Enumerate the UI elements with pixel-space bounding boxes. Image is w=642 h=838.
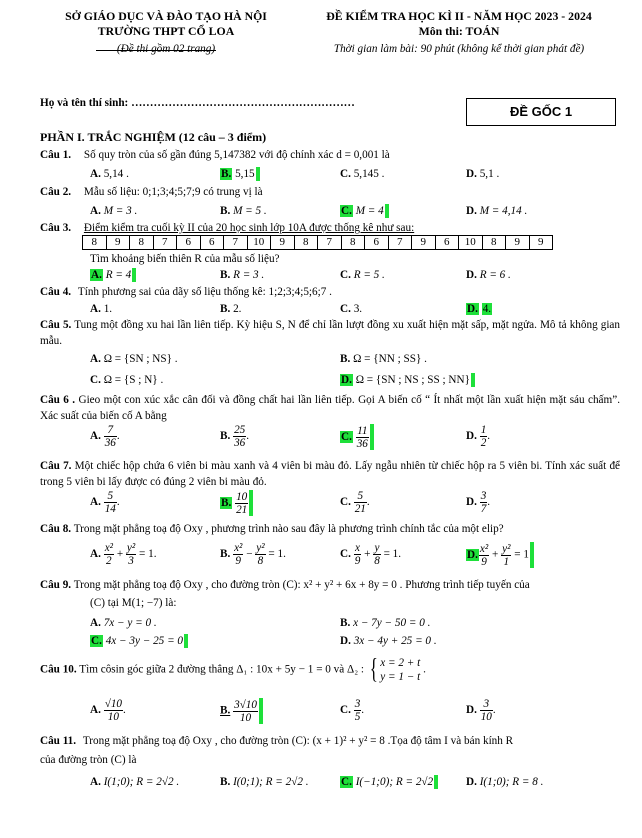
q7-option-b[interactable]: B. $\frac{10}{21}$ bbox=[220, 490, 253, 516]
q10-text: Tìm côsin góc giữa 2 đường thẳng Δ₁ : 10x + 5y − 1 = 0 và Δ₂ : bbox=[79, 663, 365, 676]
q11-label: Câu 11. bbox=[40, 735, 77, 747]
q3-text: Điểm kiểm tra cuối kỳ II của 20 học sinh lớp 10A được thống kê như sau: bbox=[83, 222, 415, 234]
score-cell: 9 bbox=[529, 236, 553, 250]
student-name-line: Họ và tên thí sinh: …………………………………………………… bbox=[40, 97, 355, 109]
score-cell: 10 bbox=[247, 236, 271, 250]
q1-option-d[interactable]: D. 5,1 . bbox=[466, 168, 500, 180]
question-9 bbox=[40, 578, 530, 592]
q2-option-d[interactable]: D. M = 4,14 . bbox=[466, 205, 528, 217]
score-cell: 8 bbox=[83, 236, 107, 250]
q6-label: Câu 6 . bbox=[40, 394, 76, 406]
score-cell: 6 bbox=[365, 236, 389, 250]
q1-label: Câu 1. bbox=[40, 149, 72, 161]
score-cell: 6 bbox=[177, 236, 201, 250]
q7-text: Một chiếc hộp chứa 6 viên bi màu xanh và 4 viên bi màu đỏ. Lấy ngẫu nhiên từ chiếc hộp ra 5 viên bi. Tính xác suất để trong 5 viên bi lấy được có đúng 2 viên bi màu đỏ. bbox=[40, 460, 621, 488]
q11-option-b[interactable]: B. I(0;1); R = 2√2 . bbox=[220, 776, 309, 788]
q7-option-d[interactable]: D. $\frac{3}{7}$ . bbox=[466, 490, 491, 515]
q8-option-c[interactable]: C. $\frac{x}{9}$ + $\frac{y}{8}$ = 1. bbox=[340, 542, 402, 567]
q10-option-b[interactable]: B. $\frac{3√10}{10}$ bbox=[220, 698, 263, 724]
q8-option-d[interactable]: D. $\frac{\text{x²}}{9}$ + $\frac{\text{y²}}{1}$ = 1 bbox=[466, 542, 534, 568]
q3-label: Câu 3. bbox=[40, 222, 72, 234]
question-6 bbox=[40, 392, 620, 424]
q7-option-c[interactable]: C. $\frac{5}{21}$ . bbox=[340, 490, 370, 515]
q4-option-d[interactable]: D. 4. bbox=[467, 303, 492, 315]
q9-text: Trong mặt phẳng toạ độ Oxy , cho đường tròn (C): x² + y² + 6x + 8y = 0 . Phương trình tiếp tuyến của bbox=[73, 579, 530, 591]
header-underline bbox=[96, 50, 216, 51]
score-cell: 9 bbox=[271, 236, 295, 250]
score-cell: 6 bbox=[435, 236, 459, 250]
q5-label: Câu 5. bbox=[40, 319, 72, 331]
q2-option-c[interactable]: C. M = 4 bbox=[340, 204, 389, 218]
q6-option-d[interactable]: D. $\frac{1}{2}$ . bbox=[466, 424, 491, 449]
q11-option-c[interactable]: C. I(−1;0); R = 2√2 bbox=[340, 775, 438, 789]
q3-option-d[interactable]: D. R = 6 . bbox=[466, 269, 511, 281]
q9-text2: (C) tại M(1; −7) là: bbox=[90, 597, 177, 609]
score-cell: 9 bbox=[106, 236, 130, 250]
q9-option-a[interactable]: A. 7x − y = 0 . bbox=[90, 617, 157, 629]
q2-option-a[interactable]: A. M = 3 . bbox=[90, 205, 138, 217]
score-cell: 8 bbox=[482, 236, 506, 250]
score-cell: 8 bbox=[294, 236, 318, 250]
q2-option-b[interactable]: B. M = 5 . bbox=[220, 205, 267, 217]
part1-title: PHẦN I. TRẮC NGHIỆM (12 câu – 3 điểm) bbox=[40, 130, 267, 144]
q5-option-a[interactable]: A. Ω = {SN ; NS} . bbox=[90, 353, 178, 365]
question-10: Câu 10. Tìm côsin góc giữa 2 đường thẳng Δ₁ : 10x + 5y − 1 = 0 và Δ₂ : { x = 2 + t y = 1 − t . bbox=[40, 654, 426, 685]
q11-option-a[interactable]: A. I(1;0); R = 2√2 . bbox=[90, 776, 180, 788]
q4-text: Tính phương sai của dãy số liệu thống kê: 1;2;3;4;5;6;7 . bbox=[77, 286, 332, 298]
dept-name: SỞ GIÁO DỤC VÀ ĐÀO TẠO HÀ NỘI bbox=[65, 9, 267, 23]
scores-table bbox=[82, 235, 553, 250]
q8-label: Câu 8. bbox=[40, 523, 72, 535]
score-cell: 7 bbox=[318, 236, 342, 250]
q8-text: Trong mặt phẳng toạ độ Oxy , phương trình nào sau đây là phương trình chính tắc của một elip? bbox=[73, 523, 504, 535]
q10-option-a[interactable]: A. $\frac{√10}{10}$ . bbox=[90, 698, 126, 723]
subject: Môn thi: TOÁN bbox=[418, 24, 500, 38]
q7-label: Câu 7. bbox=[40, 460, 72, 472]
score-cell: 8 bbox=[130, 236, 154, 250]
q4-option-b[interactable]: B. 2. bbox=[220, 303, 242, 315]
q10-option-d[interactable]: D. $\frac{3}{10}$ . bbox=[466, 698, 496, 723]
q4-label: Câu 4. bbox=[40, 286, 72, 298]
question-1 bbox=[40, 148, 390, 162]
question-5 bbox=[40, 317, 620, 349]
q11-text: Trong mặt phẳng toạ độ Oxy , cho đường tròn (C): (x + 1)² + y² = 8 .Tọa độ tâm I và bán kính R bbox=[82, 735, 514, 747]
school-name: TRƯỜNG THPT CỔ LOA bbox=[97, 24, 235, 38]
q10-system: x = 2 + t y = 1 − t bbox=[380, 657, 421, 683]
q10-label: Câu 10. bbox=[40, 663, 77, 676]
q8-option-b[interactable]: B. $\frac{\text{x²}}{9}$ − $\frac{\text{y²}}{8}$ = 1. bbox=[220, 542, 286, 567]
header-right bbox=[296, 8, 622, 57]
q11-text2: của đường tròn (C) là bbox=[40, 754, 137, 766]
q9-option-b[interactable]: B. x − 7y − 50 = 0 . bbox=[340, 617, 431, 629]
score-cell: 7 bbox=[153, 236, 177, 250]
q5-option-b[interactable]: B. Ω = {NN ; SS} . bbox=[340, 353, 427, 365]
score-cell: 6 bbox=[200, 236, 224, 250]
q1-option-a[interactable]: A. 5,14 . bbox=[90, 168, 129, 180]
q1-option-b[interactable]: B. 5,15 bbox=[220, 167, 260, 181]
exam-title: ĐỀ KIỂM TRA HỌC KÌ II - NĂM HỌC 2023 - 2024 bbox=[326, 9, 592, 23]
system-brace: { bbox=[369, 654, 378, 685]
q3-option-a[interactable]: A. R = 4 bbox=[90, 268, 136, 282]
q6-option-b[interactable]: B. $\frac{25}{36}$ . bbox=[220, 424, 250, 449]
question-7 bbox=[40, 458, 620, 490]
time-note: Thời gian làm bài: 90 phút (không kể thời gian phát đề) bbox=[333, 43, 585, 55]
q3-option-b[interactable]: B. R = 3 . bbox=[220, 269, 265, 281]
q10-option-c[interactable]: C. $\frac{3}{5}$ . bbox=[340, 698, 365, 723]
q5-option-c[interactable]: C. Ω = {S ; N} . bbox=[90, 374, 164, 386]
q2-text: Mẫu số liệu: 0;1;3;4;5;7;9 có trung vị là bbox=[83, 186, 263, 198]
score-cell: 7 bbox=[388, 236, 412, 250]
q4-option-c[interactable]: C. 3. bbox=[340, 303, 363, 315]
question-11 bbox=[40, 734, 513, 748]
q1-option-c[interactable]: C. 5,145 . bbox=[340, 168, 385, 180]
q6-option-c[interactable]: C. $\frac{11}{36}$ bbox=[340, 424, 374, 450]
pages-note: (Đề thi gồm 02 trang) bbox=[116, 43, 216, 55]
q4-option-a[interactable]: A. 1. bbox=[90, 303, 113, 315]
score-cell: 10 bbox=[459, 236, 483, 250]
score-cell: 7 bbox=[224, 236, 248, 250]
question-8 bbox=[40, 522, 504, 536]
q6-text: Gieo một con xúc xắc cân đối và đồng chất hai lần liên tiếp. Gọi A biến cố “ Ít nhất một lần xuất hiện mặt sáu chấm”. Xác suất của biến cố A bằng bbox=[40, 394, 620, 422]
q9-label: Câu 9. bbox=[40, 579, 72, 591]
question-2 bbox=[40, 185, 263, 199]
exam-code-box: ĐỀ GỐC 1 bbox=[466, 98, 616, 126]
q9-option-d[interactable]: D. 3x − 4y + 25 = 0 . bbox=[340, 635, 437, 647]
question-4 bbox=[40, 285, 332, 299]
q3-text2: Tìm khoảng biến thiên R của mẫu số liệu? bbox=[90, 253, 280, 265]
q5-text: Tung một đồng xu hai lần liên tiếp. Kỳ hiệu S, N để chỉ lần lượt đồng xu xuất hiện mặt sấp, mặt ngửa. Mô tả không gian mẫu. bbox=[40, 319, 620, 347]
score-cell: 8 bbox=[341, 236, 365, 250]
q8-option-a[interactable]: A. $\frac{\text{x²}}{2}$ + $\frac{\text{y²}}{3}$ = 1. bbox=[90, 542, 157, 567]
q6-option-a[interactable]: A. $\frac{7}{36}$ . bbox=[90, 424, 120, 449]
q9-option-c[interactable]: C. 4x − 3y − 25 = 0 bbox=[90, 634, 188, 648]
q3-option-c[interactable]: C. R = 5 . bbox=[340, 269, 385, 281]
q2-label: Câu 2. bbox=[40, 186, 72, 198]
score-cell: 9 bbox=[506, 236, 530, 250]
score-cell: 9 bbox=[412, 236, 436, 250]
q1-text: Số quy tròn của số gần đúng 5,147382 với độ chính xác d = 0,001 là bbox=[83, 149, 390, 161]
question-3 bbox=[40, 221, 414, 235]
q11-option-d[interactable]: D. I(1;0); R = 8 . bbox=[466, 776, 544, 788]
q5-option-d[interactable]: D. Ω = {SN ; NS ; SS ; NN} bbox=[340, 373, 475, 387]
q7-option-a[interactable]: A. $\frac{5}{14}$ . bbox=[90, 490, 120, 515]
